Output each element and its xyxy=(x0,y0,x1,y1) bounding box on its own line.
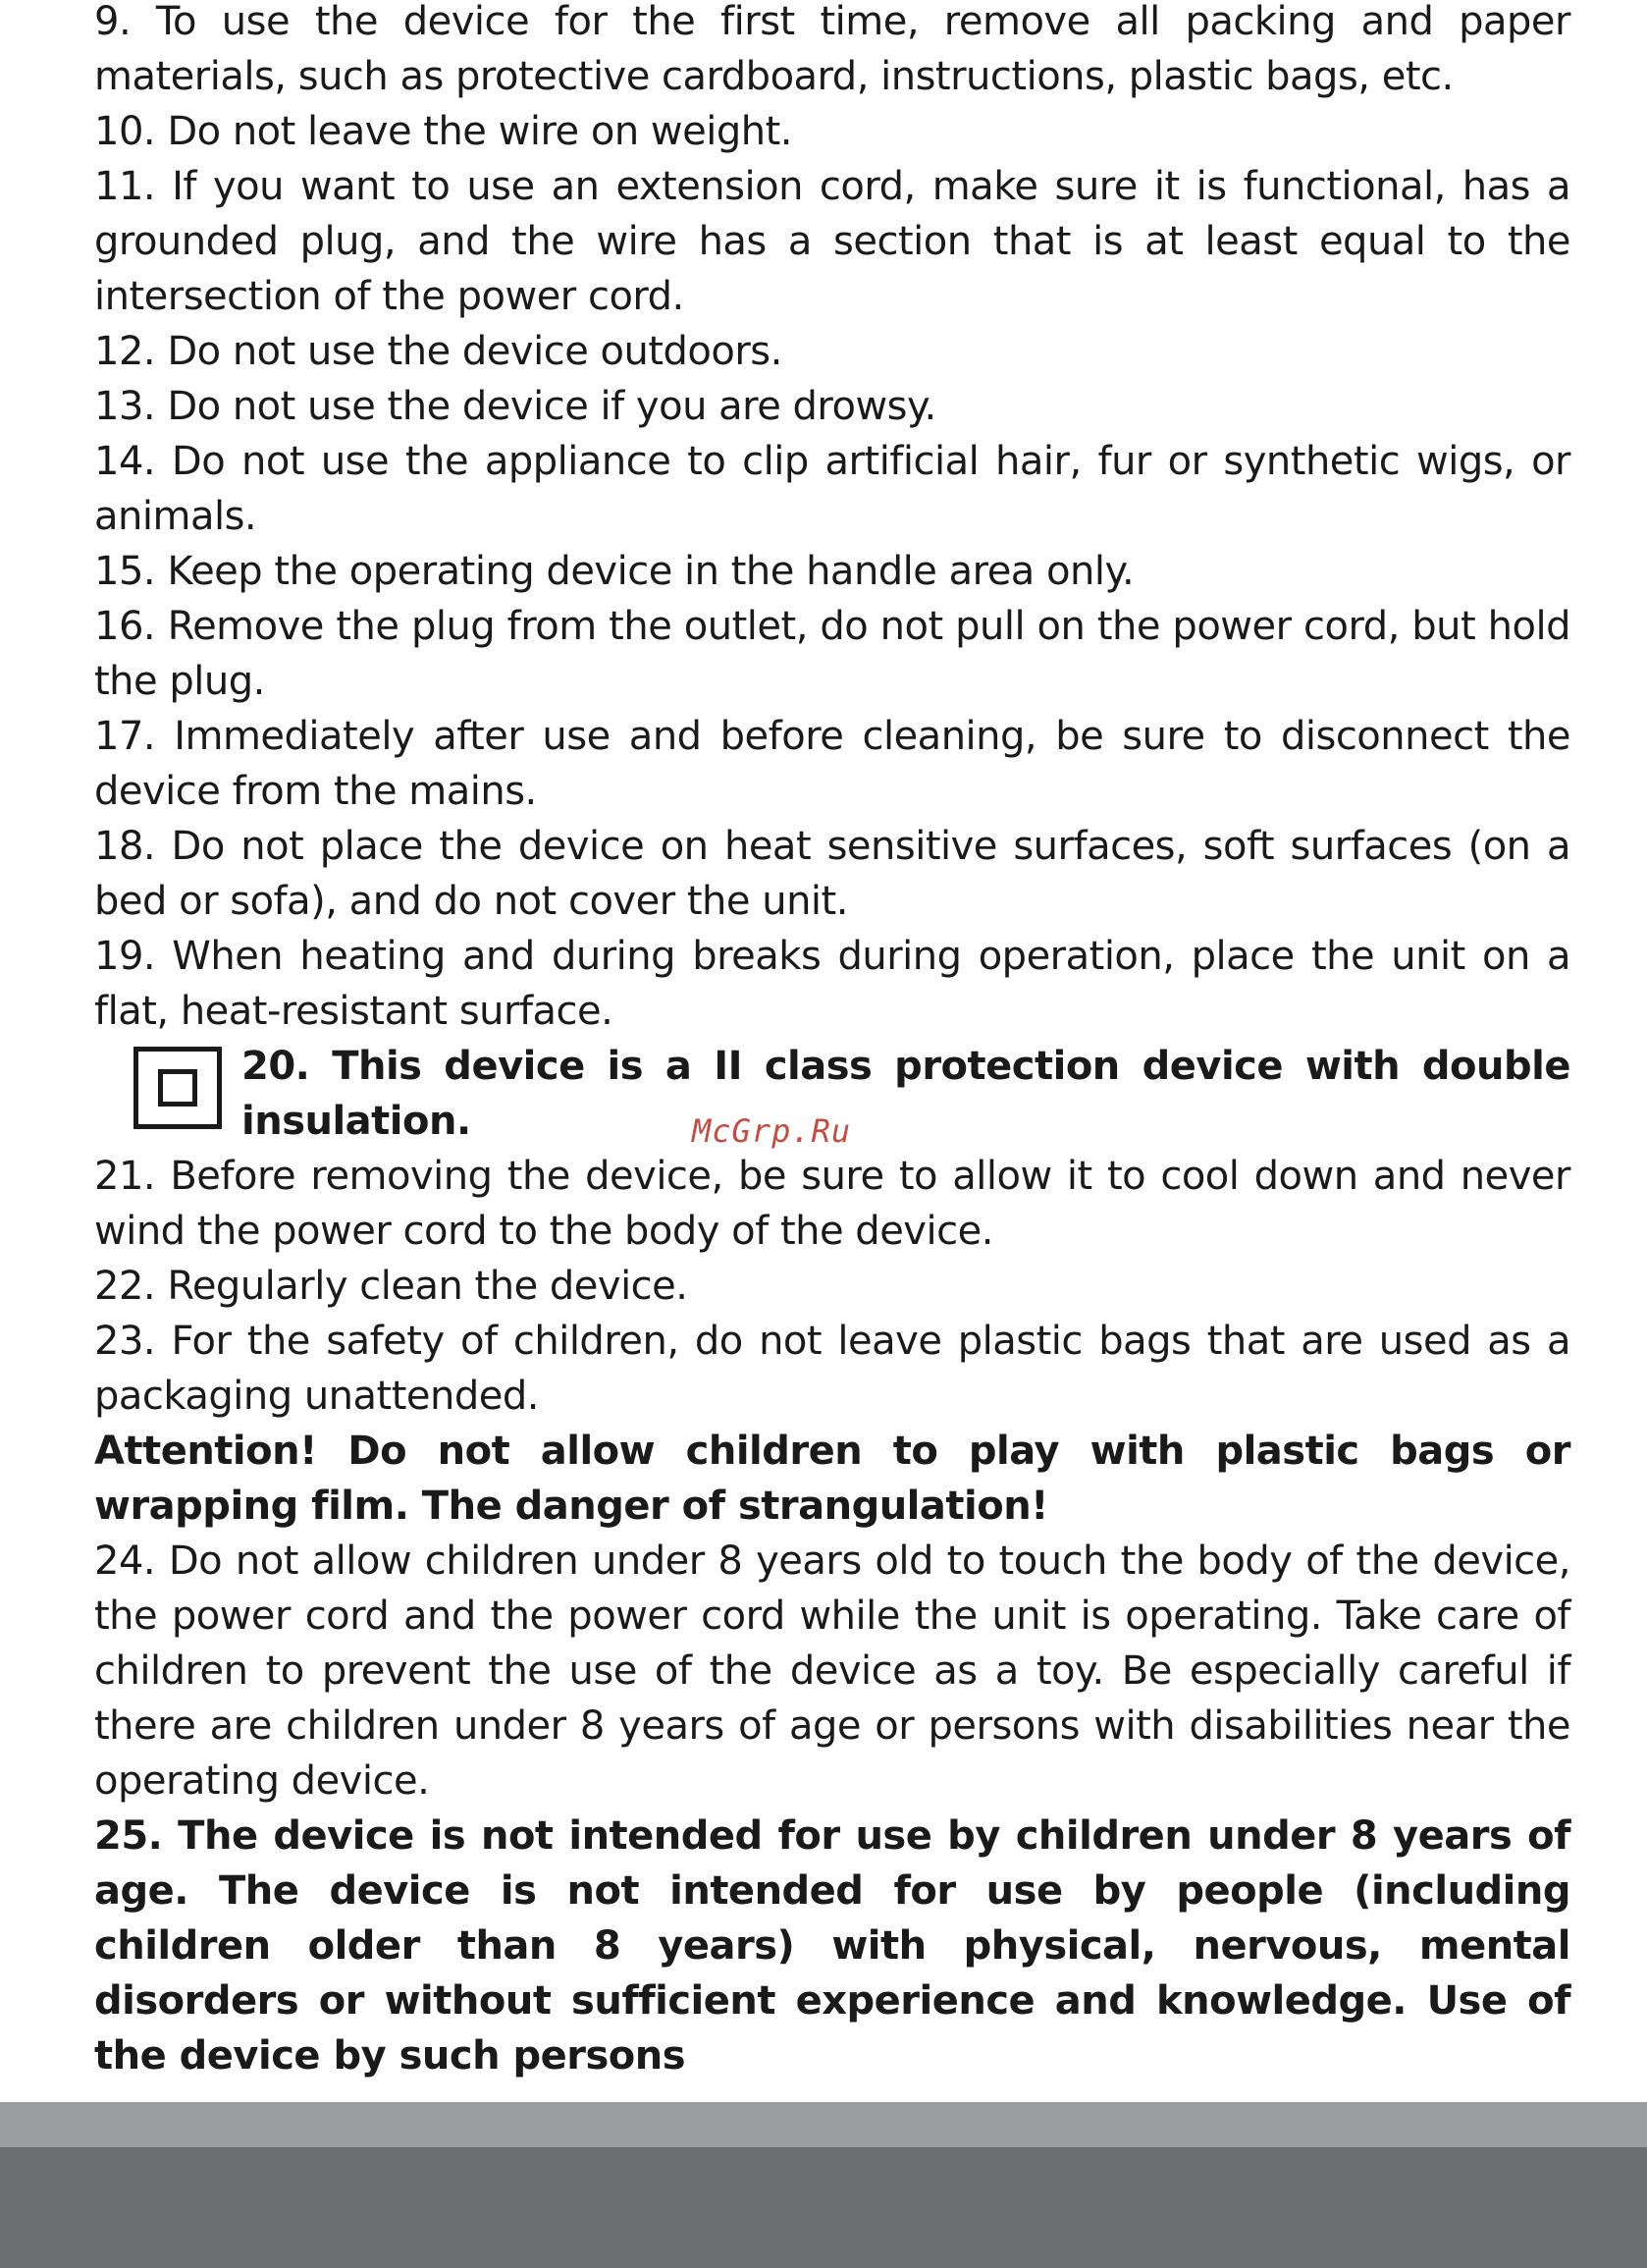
item-19: 19. When heating and during breaks during operation, place the unit on a flat, heat-resistant surface. xyxy=(94,934,1570,1034)
item-18: 18. Do not place the device on heat sensitive surfaces, soft surfaces (on a bed or sofa), and do not cover the unit. xyxy=(94,824,1570,924)
item-24: 24. Do not allow children under 8 years old to touch the body of the device, the power cord and the power cord while the unit is operating. Take care of children to prevent the use of the device as a toy. Be especially careful if there are children under 8 years of age or persons with disabilities near the operating device. xyxy=(94,1539,1570,1804)
item-14: 14. Do not use the appliance to clip artificial hair, fur or synthetic wigs, or animals. xyxy=(94,439,1570,539)
instructions-content xyxy=(94,0,1570,2083)
footer-band-light xyxy=(0,2102,1647,2147)
item-15: 15. Keep the operating device in the handle area only. xyxy=(94,549,1135,594)
item-16: 16. Remove the plug from the outlet, do not pull on the power cord, but hold the plug. xyxy=(94,604,1570,704)
item-13: 13. Do not use the device if you are drowsy. xyxy=(94,384,936,429)
item-12: 12. Do not use the device outdoors. xyxy=(94,329,782,374)
item-9: 9. To use the device for the first time, remove all packing and paper materials, such as protective cardboard, instructions, plastic bags, etc. xyxy=(94,0,1570,99)
footer-band-dark xyxy=(0,2147,1647,2268)
item-10: 10. Do not leave the wire on weight. xyxy=(94,109,792,154)
item-20-text: 20. This device is a II class protection device with double insulation. xyxy=(241,1044,1570,1144)
item-23: 23. For the safety of children, do not leave plastic bags that are used as a packaging unattended. xyxy=(94,1319,1570,1419)
item-21: 21. Before removing the device, be sure to allow it to cool down and never wind the power cord to the body of the device. xyxy=(94,1154,1570,1254)
attention-warning: Attention! Do not allow children to play with plastic bags or wrapping film. The danger of strangulation! xyxy=(94,1429,1570,1529)
item-25: 25. The device is not intended for use by children under 8 years of age. The device is not intended for use by people (including children older than 8 years) with physical, nervous, mental disorders or without sufficient experience and knowledge. Use of the device by such persons xyxy=(94,1813,1570,2079)
item-11: 11. If you want to use an extension cord, make sure it is functional, has a grounded plug, and the wire has a section that is at least equal to the intersection of the power cord. xyxy=(94,164,1570,319)
double-square-icon xyxy=(133,1047,222,1129)
item-22: 22. Regularly clean the device. xyxy=(94,1264,688,1309)
item-17: 17. Immediately after use and before cleaning, be sure to disconnect the device from the mains. xyxy=(94,714,1570,814)
watermark: McGrp.Ru xyxy=(692,1112,852,1150)
